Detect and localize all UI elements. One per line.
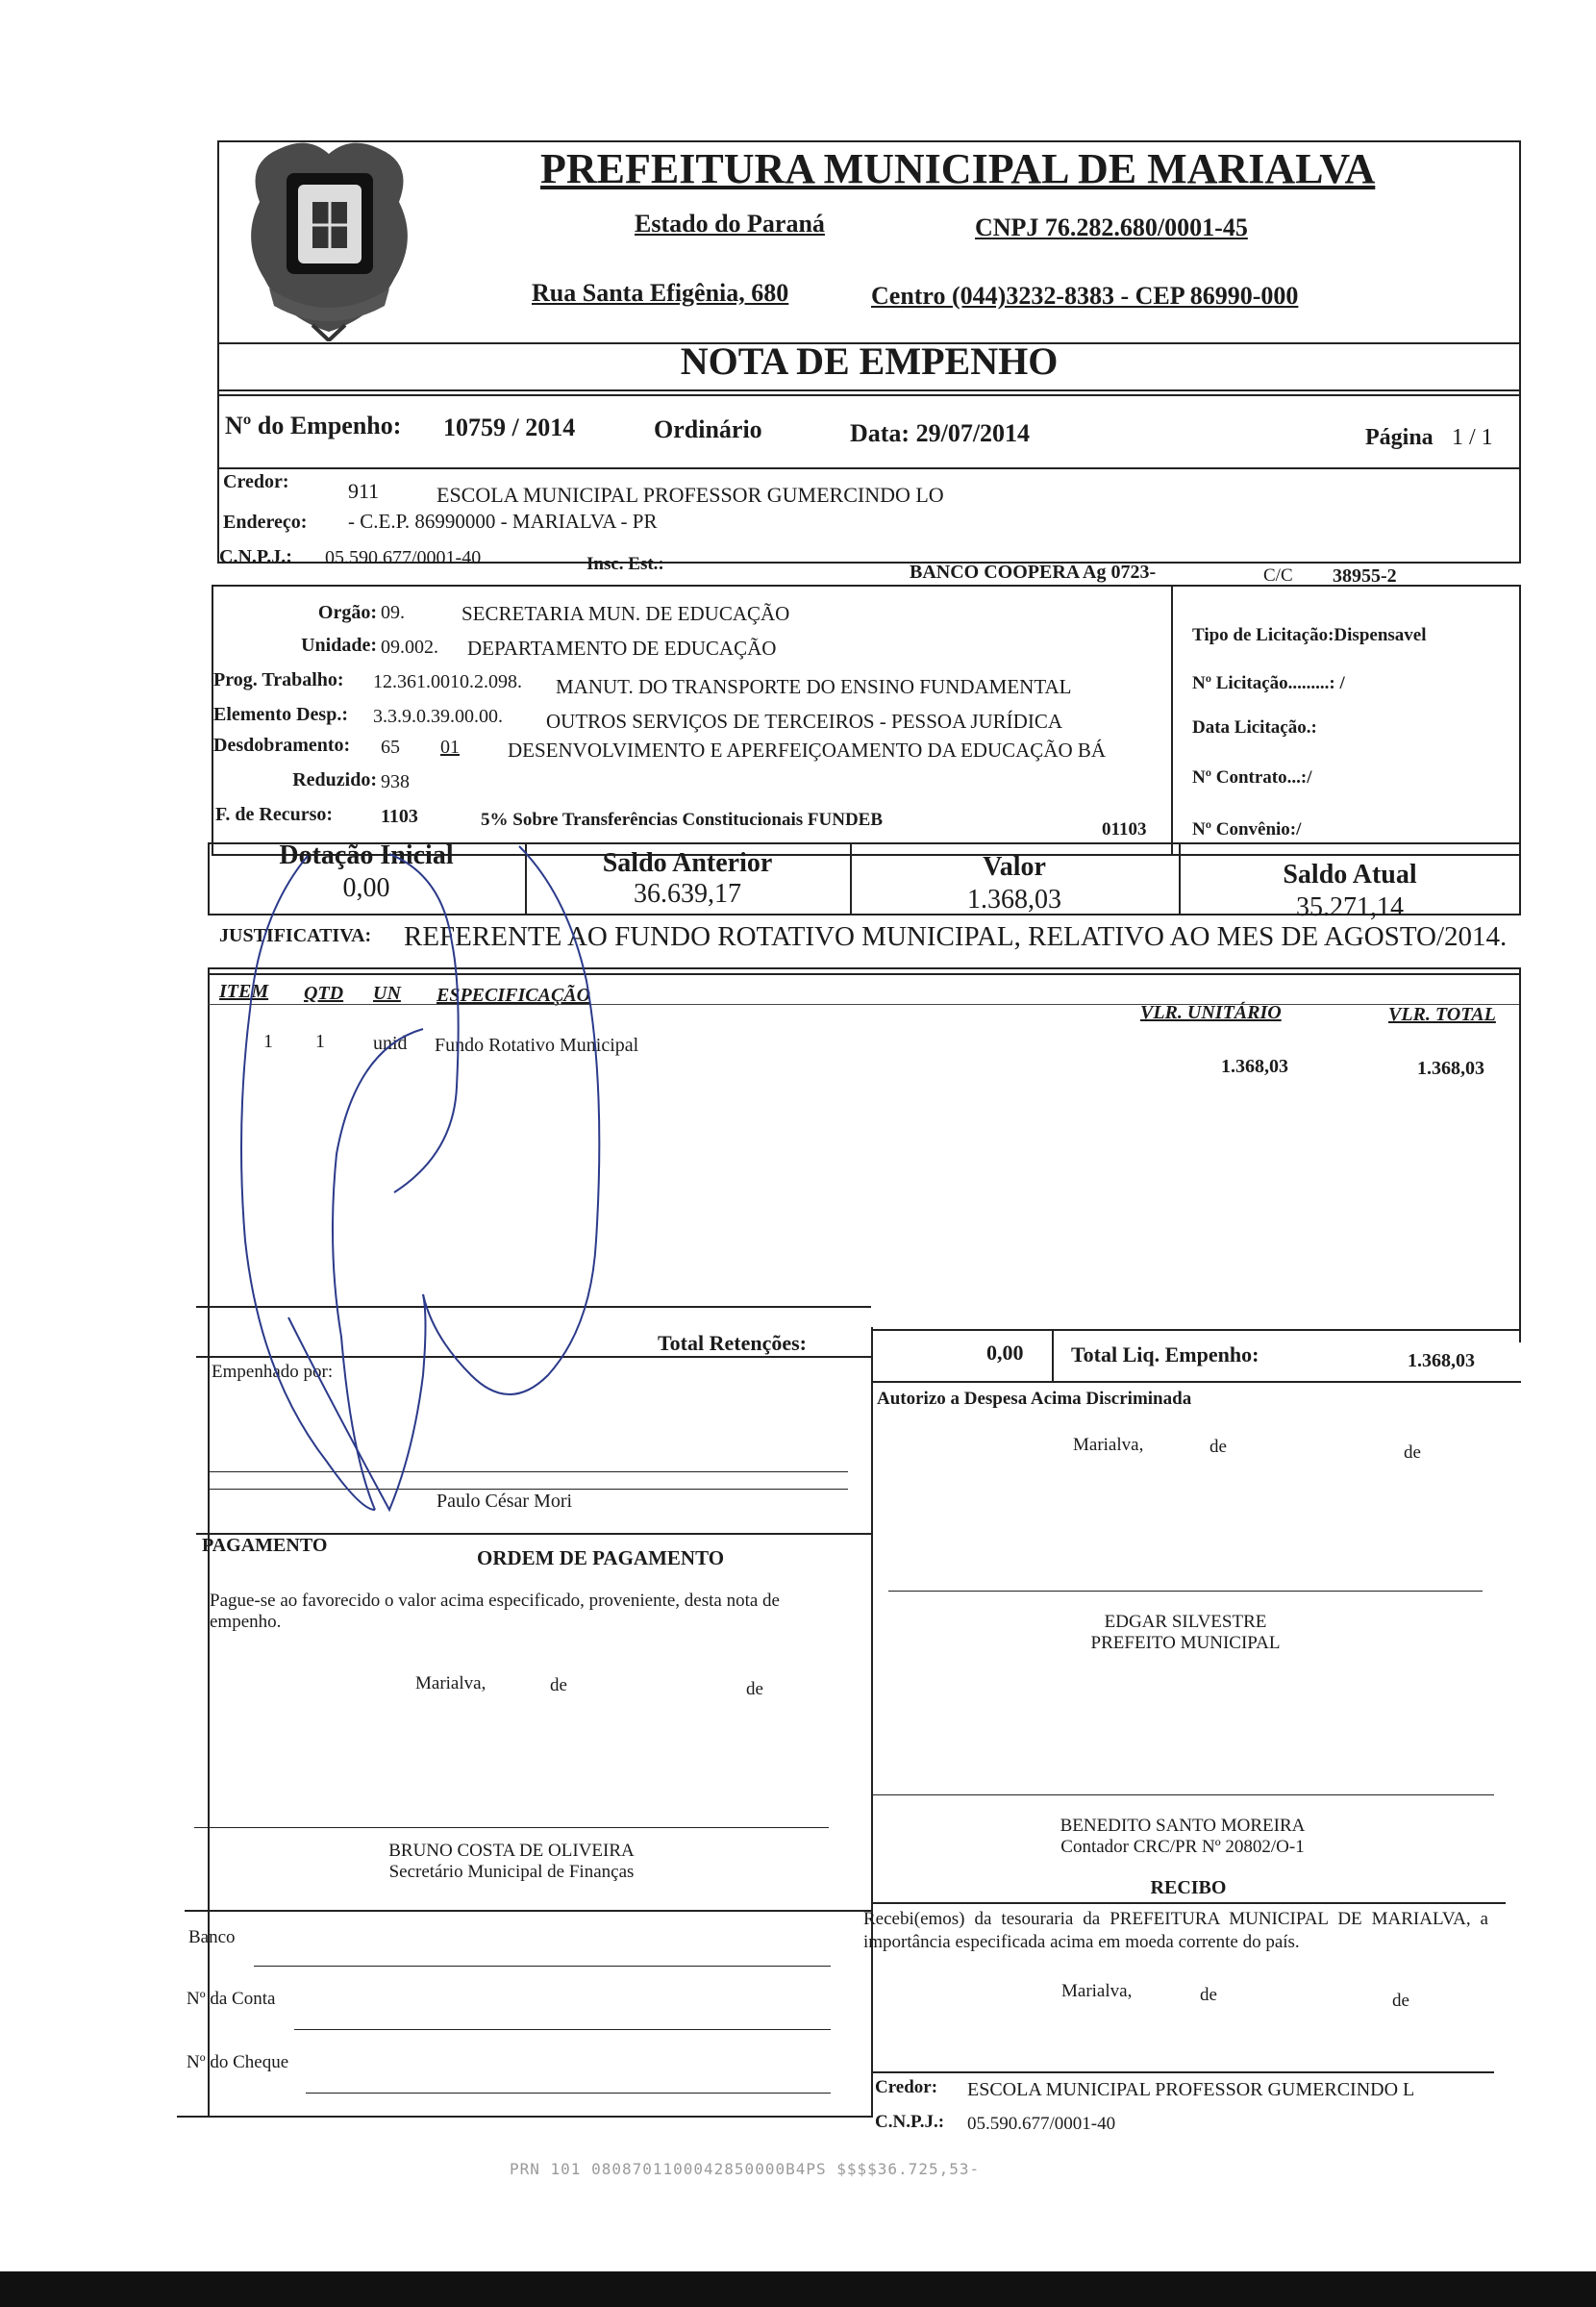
prog-name: MANUT. DO TRANSPORTE DO ENSINO FUNDAMENTAL — [556, 675, 1072, 698]
empenho-date: Data: 29/07/2014 — [850, 419, 1031, 447]
empenho-type: Ordinário — [654, 415, 762, 443]
prefeito-nome: EDGAR SILVESTRE — [1104, 1612, 1267, 1632]
credor-cnpj: 05.590.677/0001-40 — [325, 547, 482, 568]
total-retencoes-value: 0,00 — [986, 1341, 1024, 1365]
unidade-code: 09.002. — [381, 637, 438, 658]
credor-name: ESCOLA MUNICIPAL PROFESSOR GUMERCINDO LO — [436, 483, 944, 507]
justificativa-label: JUSTIFICATIVA: — [219, 925, 372, 946]
col-especificacao: ESPECIFICAÇÃO — [436, 985, 591, 1006]
total-retencoes-label: Total Retenções: — [658, 1331, 807, 1355]
dotacao-inicial-label: Dotação Inicial — [279, 840, 454, 870]
credor-cnpj-label: C.N.P.J.: — [219, 546, 292, 567]
dotacao-inicial-value: 0,00 — [342, 873, 390, 903]
desdobramento-code: 65 — [381, 737, 400, 758]
insc-est-label: Insc. Est.: — [586, 554, 664, 574]
scan-shadow — [0, 2271, 1596, 2307]
endereco-label: Endereço: — [223, 512, 308, 533]
endereco-value: - C.E.P. 86990000 - MARIALVA - PR — [348, 510, 658, 533]
recibo-title: RECIBO — [1150, 1877, 1227, 1898]
prog-label: Prog. Trabalho: — [213, 669, 344, 690]
autorizo-local: Marialva, — [1073, 1435, 1144, 1455]
saldo-anterior-value: 36.639,17 — [634, 879, 741, 909]
saldo-atual-label: Saldo Atual — [1283, 860, 1417, 890]
pagamento-local: Marialva, — [415, 1673, 486, 1693]
recibo-credor: ESCOLA MUNICIPAL PROFESSOR GUMERCINDO L — [967, 2079, 1415, 2100]
recurso-label: F. de Recurso: — [215, 804, 334, 825]
page-label: Página — [1365, 425, 1434, 450]
reduzido-label: Reduzido: — [292, 769, 377, 790]
unidade-label: Unidade: — [301, 635, 377, 656]
pagamento-texto: Pague-se ao favorecido o valor acima especificado, proveniente, desta nota de empenho. — [210, 1591, 780, 1632]
reduzido-value: 938 — [381, 771, 410, 792]
elemento-code: 3.3.9.0.39.00.00. — [373, 706, 503, 727]
address-label: Rua Santa Efigênia, 680 — [532, 279, 789, 307]
desdobramento-sub: 01 — [440, 737, 460, 758]
cnpj-label: CNPJ 76.282.680/0001-45 — [975, 213, 1248, 241]
total-liquido-label: Total Liq. Empenho: — [1071, 1342, 1259, 1367]
recibo-credor-label: Credor: — [875, 2077, 938, 2097]
saldo-atual-value: 35.271,14 — [1296, 892, 1404, 922]
state-label: Estado do Paraná — [635, 210, 825, 238]
credor-code: 911 — [348, 479, 380, 503]
cheque-label: Nº do Cheque — [187, 2052, 289, 2072]
recibo-local: Marialva, — [1061, 1981, 1133, 2001]
autorizo-de-2: de — [1404, 1442, 1421, 1463]
secretario-nome: BRUNO COSTA DE OLIVEIRA — [388, 1841, 635, 1861]
orgao-code: 09. — [381, 602, 405, 623]
unidade-name: DEPARTAMENTO DE EDUCAÇÃO — [467, 637, 777, 660]
pagamento-de-1: de — [550, 1675, 567, 1695]
orgao-label: Orgão: — [317, 602, 377, 623]
orgao-name: SECRETARIA MUN. DE EDUCAÇÃO — [461, 602, 790, 625]
credor-label: Credor: — [223, 471, 289, 492]
recibo-de-1: de — [1200, 1985, 1217, 2005]
document-title: NOTA DE EMPENHO — [680, 339, 1059, 383]
empenhado-nome: Paulo César Mori — [436, 1491, 573, 1512]
recibo-de-2: de — [1392, 1991, 1409, 2011]
pagamento-de-2: de — [746, 1679, 763, 1699]
col-qtd: QTD — [304, 983, 344, 1004]
elemento-label: Elemento Desp.: — [213, 704, 348, 725]
num-convenio: Nº Convênio:/ — [1192, 819, 1302, 840]
recibo-cnpj: 05.590.677/0001-40 — [967, 2114, 1116, 2134]
num-contrato: Nº Contrato...:/ — [1192, 767, 1312, 788]
row-vlr-unitario: 1.368,03 — [1221, 1056, 1288, 1077]
col-vlr-total: VLR. TOTAL — [1388, 1004, 1496, 1025]
recurso-name: 5% Sobre Transferências Constitucionais FUNDEB — [481, 810, 884, 830]
pagamento-label: PAGAMENTO — [202, 1535, 328, 1556]
desdobramento-name: DESENVOLVIMENTO E APERFEIÇOAMENTO DA EDUCAÇÃO BÁ — [508, 739, 1107, 762]
empenho-number-label: Nº do Empenho: — [225, 412, 402, 439]
row-item: 1 — [263, 1031, 273, 1052]
banco-label: Banco — [188, 1927, 236, 1947]
cc-label: C/C — [1263, 565, 1293, 586]
saldo-anterior-label: Saldo Anterior — [602, 848, 773, 878]
col-un: UN — [373, 983, 401, 1004]
handwritten-signature — [231, 837, 692, 1529]
org-title: PREFEITURA MUNICIPAL DE MARIALVA — [540, 145, 1376, 192]
tipo-licitacao: Tipo de Licitação:Dispensavel — [1192, 625, 1427, 645]
prog-code: 12.361.0010.2.098. — [373, 671, 522, 692]
desdobramento-label: Desdobramento: — [213, 735, 351, 756]
prefeito-cargo: PREFEITO MUNICIPAL — [1090, 1633, 1281, 1653]
phone-cep-label: Centro (044)3232-8383 - CEP 86990-000 — [871, 282, 1299, 310]
recurso-code2: 01103 — [1102, 819, 1147, 840]
autorizo-de-1: de — [1209, 1437, 1227, 1457]
autorizo-label: Autorizo a Despesa Acima Discriminada — [877, 1389, 1192, 1409]
total-liquido-value: 1.368,03 — [1408, 1350, 1475, 1371]
contador-nome: BENEDITO SANTO MOREIRA — [1060, 1816, 1306, 1836]
row-vlr-total: 1.368,03 — [1417, 1058, 1484, 1079]
col-vlr-unitario: VLR. UNITÁRIO — [1140, 1002, 1282, 1023]
recibo-texto: Recebi(emos) da tesouraria da PREFEITURA MUNICIPAL DE MARIALVA, a importância especificada acima em moeda corrente do país. — [863, 1909, 1488, 1952]
empenhado-label: Empenhado por: — [212, 1362, 334, 1382]
data-licitacao: Data Licitação.: — [1192, 717, 1317, 738]
coat-of-arms-icon — [240, 135, 418, 341]
elemento-name: OUTROS SERVIÇOS DE TERCEIROS - PESSOA JURÍDICA — [546, 710, 1063, 733]
secretario-cargo: Secretário Municipal de Finanças — [388, 1862, 635, 1882]
row-un: unid — [373, 1033, 408, 1054]
banco-label: BANCO COOPERA Ag 0723- — [910, 562, 1157, 583]
row-especificacao: Fundo Rotativo Municipal — [435, 1035, 639, 1056]
num-licitacao: Nº Licitação.........: / — [1192, 673, 1345, 693]
valor-label: Valor — [983, 852, 1046, 882]
ordem-pagamento-label: ORDEM DE PAGAMENTO — [477, 1546, 725, 1569]
cc-value: 38955-2 — [1333, 565, 1397, 587]
printer-serial: PRN 101 0808701100042850000B4PS $$$$36.725,53- — [510, 2160, 981, 2178]
valor-value: 1.368,03 — [967, 885, 1061, 915]
recibo-cnpj-label: C.N.P.J.: — [875, 2112, 945, 2132]
justificativa-text: REFERENTE AO FUNDO ROTATIVO MUNICIPAL, RELATIVO AO MES DE AGOSTO/2014. — [404, 921, 1508, 952]
conta-label: Nº da Conta — [187, 1989, 276, 2009]
recurso-code: 1103 — [381, 806, 418, 827]
empenho-number: 10759 / 2014 — [443, 414, 576, 441]
page-number: 1 / 1 — [1452, 425, 1493, 450]
row-qtd: 1 — [315, 1031, 325, 1052]
contador-cargo: Contador CRC/PR Nº 20802/O-1 — [1060, 1837, 1305, 1857]
col-item: ITEM — [219, 981, 269, 1002]
